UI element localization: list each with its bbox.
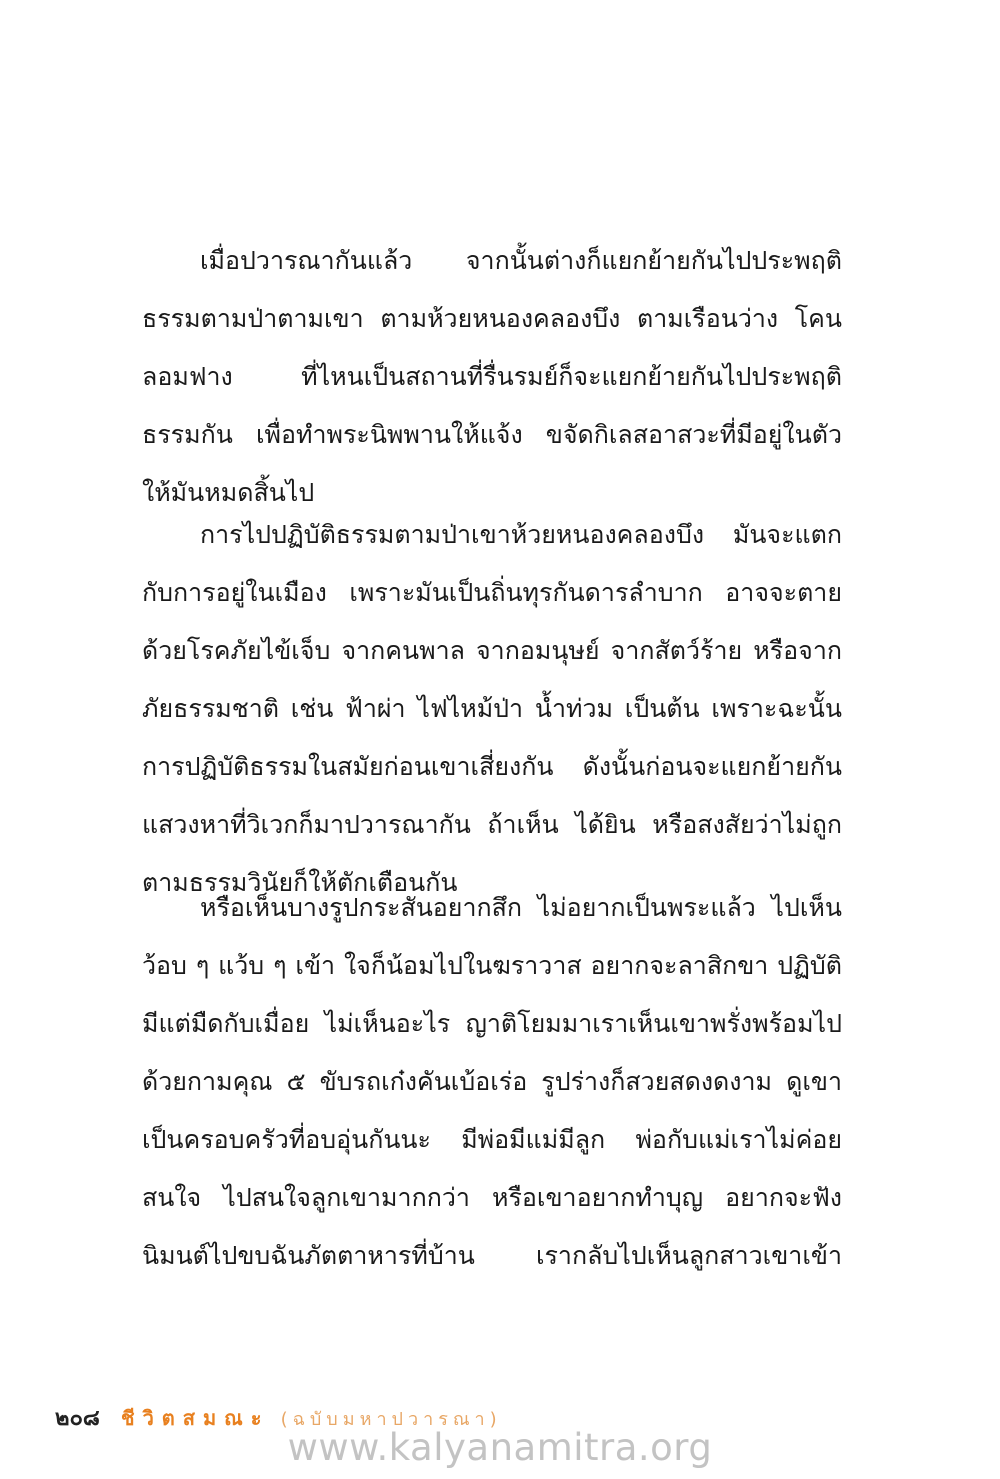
paragraph-line: การปฏิบัติธรรมในสมัยก่อนเขาเสี่ยงกัน ดังนั้นก่อนจะแยกย้ายกัน xyxy=(142,752,842,781)
paragraph-line: ให้มันหมดสิ้นไป xyxy=(142,478,315,507)
paragraph-line: เป็นครอบครัวที่อบอุ่นกันนะ มีพ่อมีแม่มีลูก พ่อกับแม่เราไม่ค่อย xyxy=(142,1125,842,1154)
page-number: ๒๐๘ xyxy=(55,1405,100,1431)
book-title: ชีวิตสมณะ xyxy=(121,1406,270,1430)
paragraph-line: นิมนต์ไปขบฉันภัตตาหารที่บ้าน เรากลับไปเห็นลูกสาวเขาเข้า xyxy=(142,1241,842,1270)
paragraph-line: ตามธรรมวินัยก็ให้ตักเตือนกัน xyxy=(142,868,458,897)
paragraph-line: การไปปฏิบัติธรรมตามป่าเขาห้วยหนองคลองบึง มันจะแตก xyxy=(200,520,842,549)
paragraph-line: สนใจ ไปสนใจลูกเขามากกว่า หรือเขาอยากทำบุญ อยากจะฟัง xyxy=(142,1183,842,1212)
paragraph-line: ธรรมตามป่าตามเขา ตามห้วยหนองคลองบึง ตามเรือนว่าง โคน xyxy=(142,304,842,333)
paragraph-line: ภัยธรรมชาติ เช่น ฟ้าผ่า ไฟไหม้ป่า น้ำท่วม เป็นต้น เพราะฉะนั้น xyxy=(142,694,842,723)
watermark-url: www.kalyanamitra.org xyxy=(287,1426,713,1469)
paragraph-line: แสวงหาที่วิเวกก็มาปวารณากัน ถ้าเห็น ได้ยิน หรือสงสัยว่าไม่ถูก xyxy=(142,810,842,839)
paragraph-line: ด้วยโรคภัยไข้เจ็บ จากคนพาล จากอมนุษย์ จากสัตว์ร้าย หรือจาก xyxy=(142,636,842,665)
paragraph-2 xyxy=(142,506,842,912)
paragraph-line: ด้วยกามคุณ ๕ ขับรถเก๋งคันเบ้อเร่อ รูปร่างก็สวยสดงดงาม ดูเขา xyxy=(142,1067,842,1096)
paragraph-line: หรือเห็นบางรูปกระสันอยากสึก ไม่อยากเป็นพระแล้ว ไปเห็น xyxy=(200,893,842,922)
paragraph-line: เมื่อปวารณากันแล้ว จากนั้นต่างก็แยกย้ายกันไปประพฤติ xyxy=(200,246,842,275)
paragraph-line: กับการอยู่ในเมือง เพราะมันเป็นถิ่นทุรกันดารลำบาก อาจจะตาย xyxy=(142,578,842,607)
paragraph-3 xyxy=(142,879,842,1285)
paragraph-line: ว้อบ ๆ แว้บ ๆ เข้า ใจก็น้อมไปในฆราวาส อยากจะลาสิกขา ปฏิบัติ xyxy=(142,951,842,980)
paragraph-line: ธรรมกัน เพื่อทำพระนิพพานให้แจ้ง ขจัดกิเลสอาสวะที่มีอยู่ในตัว xyxy=(142,420,842,449)
paragraph-line: มีแต่มืดกับเมื่อย ไม่เห็นอะไร ญาติโยมมาเราเห็นเขาพรั่งพร้อมไป xyxy=(142,1009,842,1038)
paragraph-1 xyxy=(142,232,842,522)
book-subtitle: (ฉบับมหาปวารณา) xyxy=(280,1409,502,1430)
paragraph-line: ลอมฟาง ที่ไหนเป็นสถานที่รื่นรมย์ก็จะแยกย้ายกันไปประพฤติ xyxy=(142,362,842,391)
